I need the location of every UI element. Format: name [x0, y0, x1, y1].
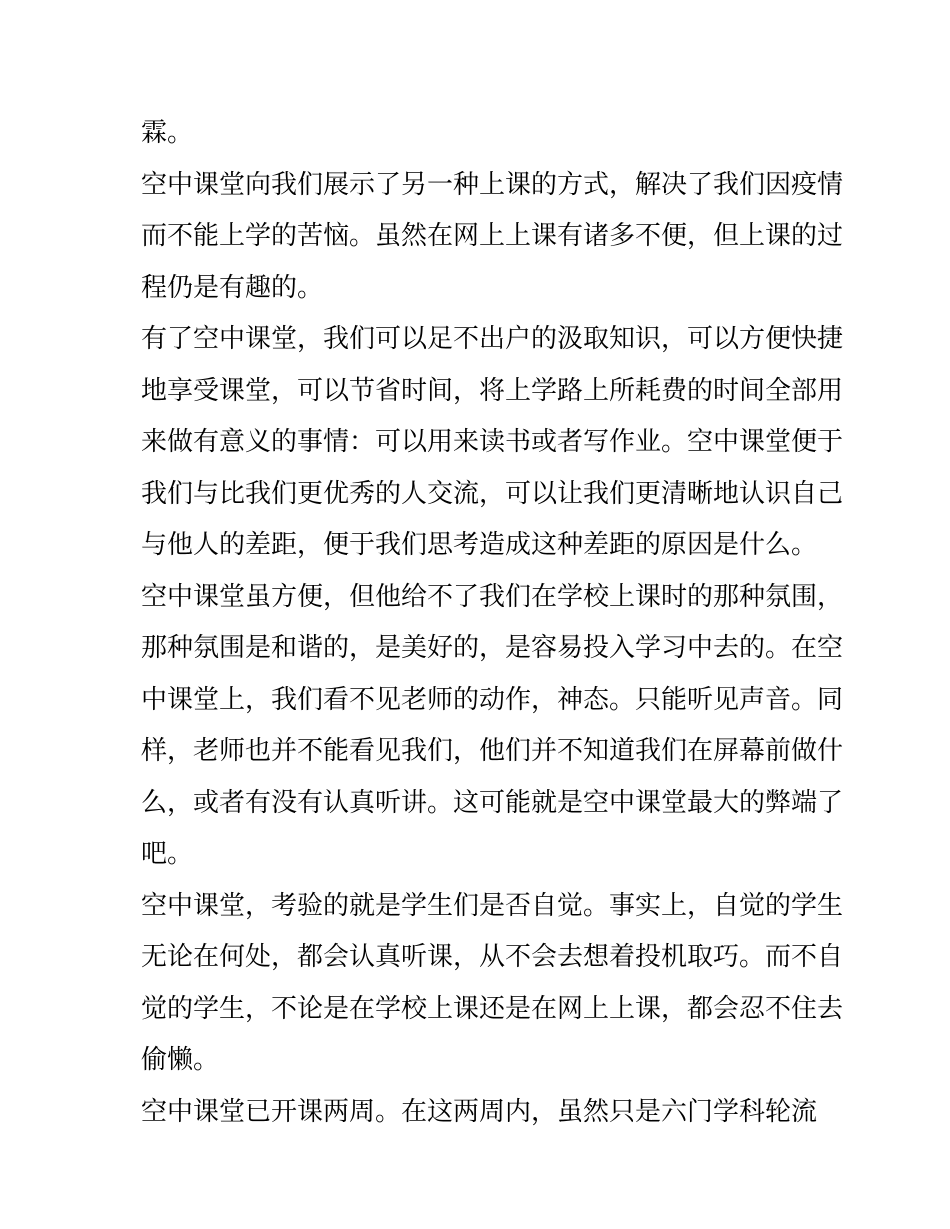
text-line: 而不能上学的苦恼。虽然在网上上课有诸多不便，但上课的过 — [141, 221, 844, 251]
text-line: 无论在何处，都会认真听课，从不会去想着投机取巧。而不自 — [141, 942, 844, 972]
text-line: 与他人的差距，便于我们思考造成这种差距的原因是什么。 — [141, 530, 818, 560]
text-line: 那种氛围是和谐的，是美好的，是容易投入学习中去的。在空 — [141, 633, 844, 663]
text-line: 中课堂上，我们看不见老师的动作，神态。只能听见声音。同 — [141, 684, 844, 715]
text-line: 霖。 — [141, 118, 194, 148]
text-line: 偷懒。 — [141, 1045, 220, 1075]
text-line: 空中课堂，考验的就是学生们是否自觉。事实上，自觉的学生 — [141, 890, 844, 921]
text-line: 程仍是有趣的。 — [141, 272, 324, 303]
text-line: 空中课堂虽方便，但他给不了我们在学校上课时的那种氛围， — [141, 581, 844, 612]
text-line: 地享受课堂，可以节省时间，将上学路上所耗费的时间全部用 — [141, 375, 844, 406]
text-line: 空中课堂已开课两周。在这两周内，虽然只是六门学科轮流 — [141, 1096, 818, 1127]
text-line: 样，老师也并不能看见我们，他们并不知道我们在屏幕前做什 — [141, 736, 844, 766]
text-line: 觉的学生，不论是在学校上课还是在网上上课，都会忍不住去 — [141, 993, 844, 1024]
essay-body — [141, 108, 844, 1138]
text-line: 我们与比我们更优秀的人交流，可以让我们更清晰地认识自己 — [141, 478, 844, 509]
text-line: 么，或者有没有认真听讲。这可能就是空中课堂最大的弊端了 — [141, 787, 844, 818]
text-line: 有了空中课堂，我们可以足不出户的汲取知识，可以方便快捷 — [141, 324, 844, 354]
text-line: 来做有意义的事情：可以用来读书或者写作业。空中课堂便于 — [141, 427, 844, 457]
text-line: 吧。 — [141, 839, 194, 869]
text-line: 空中课堂向我们展示了另一种上课的方式，解决了我们因疫情 — [141, 169, 844, 200]
